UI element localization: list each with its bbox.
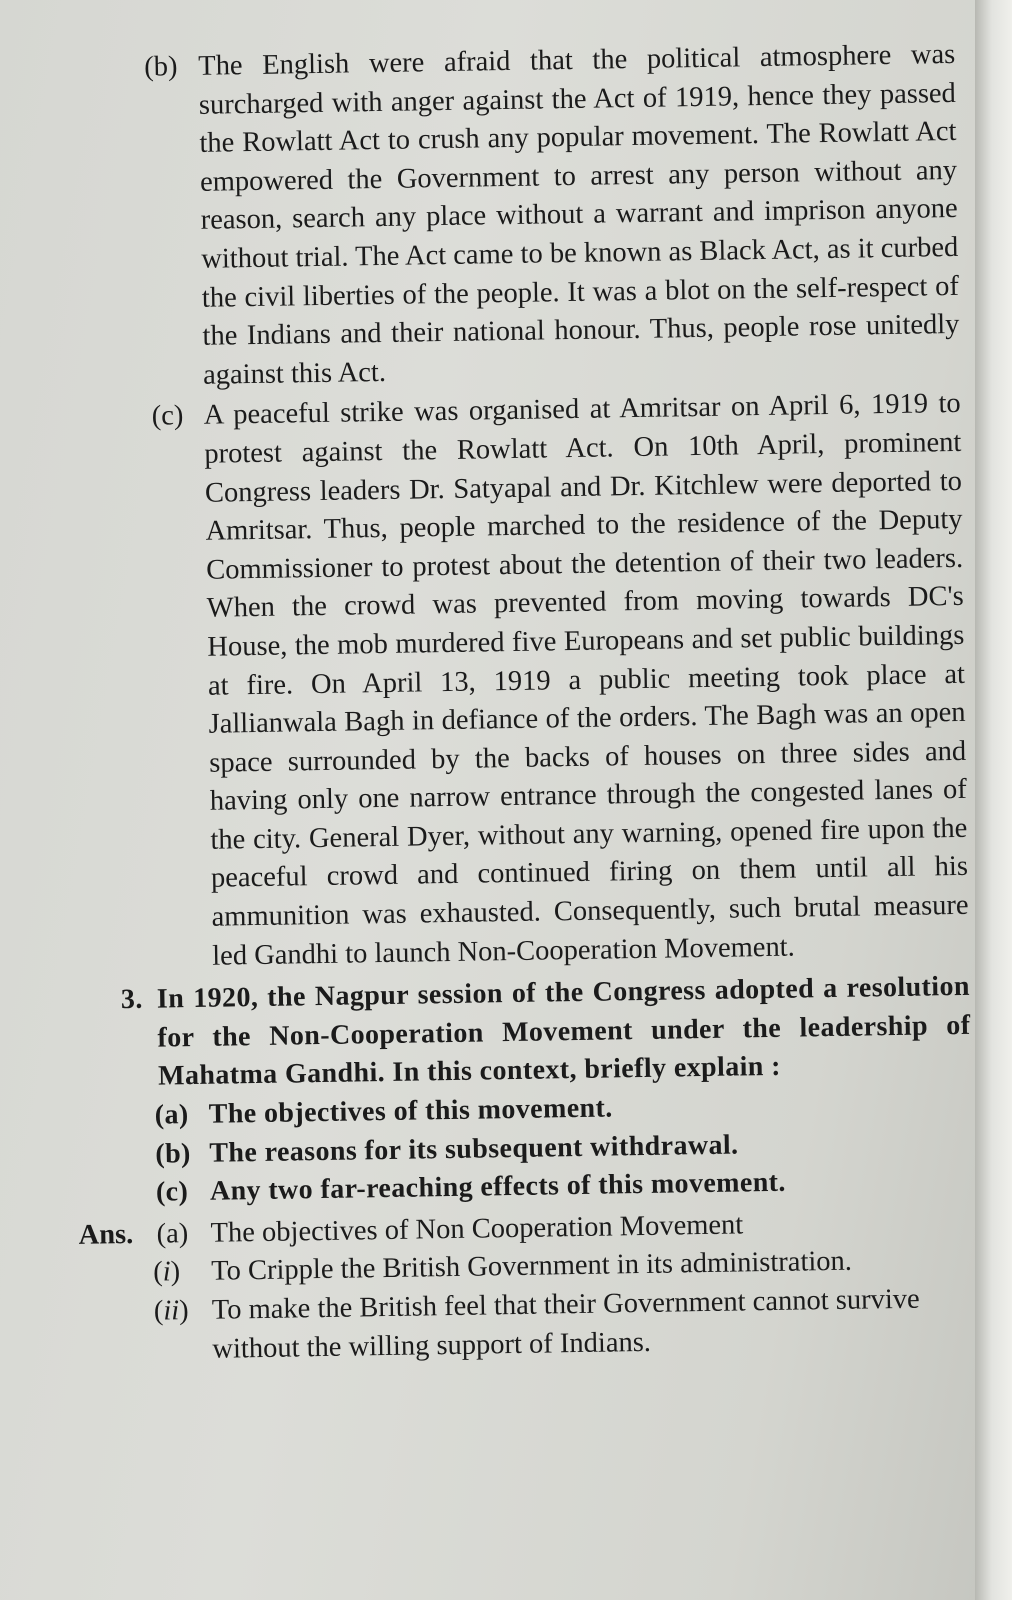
subpart-text: The reasons for its subsequent withdrawal. — [209, 1129, 739, 1169]
subpart-label: (a) — [154, 1099, 189, 1131]
subpart-text: The objectives of this movement. — [208, 1092, 613, 1130]
subpart-label: (b) — [155, 1137, 192, 1170]
question-3-text: In 1920, the Nagpur session of the Congress adopted a resolution for the Non-Cooperation Movement under the leadership of Mahatma Gandhi. In this context, briefly explain : — [156, 971, 971, 1093]
part-c-text: A peaceful strike was organised at Amritsar on April 6, 1919 to protest against the Rowlatt Act. On 10th April, prominent Congress leaders Dr. Satyapal and Dr. Kitchlew were deported to Amritsar. Thus, people marched to the residence of the Deputy Commissioner to protest about the detention of their two leaders. When the crowd was prevented from moving towards DC's House, the mob murdered five Europeans and set public buildings at fire. On April 13, 1919 a public meeting took place at Jallianwala Bagh in defiance of the orders. The Bagh was an open space surrounded by the backs of houses on three sides and having only one narrow entrance through the congested lanes of the city. General Dyer, without any warning, opened fire upon the peaceful crowd and continued firing on them until all his ammunition was exhausted. Consequently, such brutal measure led Gandhi to launch Non-Cooperation Movement. — [203, 388, 969, 972]
point-text: To Cripple the British Government in its administration. — [210, 1246, 853, 1288]
point-numeral: i — [162, 1256, 171, 1288]
question-3-number: 3. — [120, 984, 143, 1016]
answer-part-c — [65, 385, 969, 978]
part-b-label: (b) — [144, 51, 178, 83]
subpart-text: Any two far-reaching effects of this movement. — [209, 1166, 787, 1208]
answer-heading-text: The objectives of Non Cooperation Movement — [210, 1209, 744, 1249]
point-text: To make the British feel that their Government cannot survive without the willing support of Indians. — [211, 1283, 920, 1365]
answer-label: Ans. — [78, 1218, 134, 1251]
point-numeral: ii — [163, 1295, 180, 1327]
part-b-text: The English were afraid that the political atmosphere was surcharged with anger against the Act of 1919, hence they passed the Rowlatt Act to crush any popular movement. The Rowlatt Act empowered the Government to arrest any person without any reason, search any place without a warrant and imprison anyone without trial. The Act came to be known as Black Act, as it curbed the civil liberties of the people. It was a blot on the self-respect of the Indians and their national honour. Thus, people rose unitedly against this Act. — [198, 38, 960, 391]
answer-part-b — [60, 36, 960, 397]
book-spine — [975, 0, 1012, 1600]
answer-sub-label: (a) — [156, 1217, 189, 1250]
part-c-label: (c) — [151, 400, 184, 432]
point-label: (ii) — [153, 1295, 189, 1327]
subpart-label: (c) — [155, 1176, 189, 1208]
objective-point-2 — [80, 1280, 975, 1371]
point-label: (i) — [152, 1256, 181, 1289]
question-3 — [75, 968, 972, 1098]
page-content — [60, 36, 975, 1371]
